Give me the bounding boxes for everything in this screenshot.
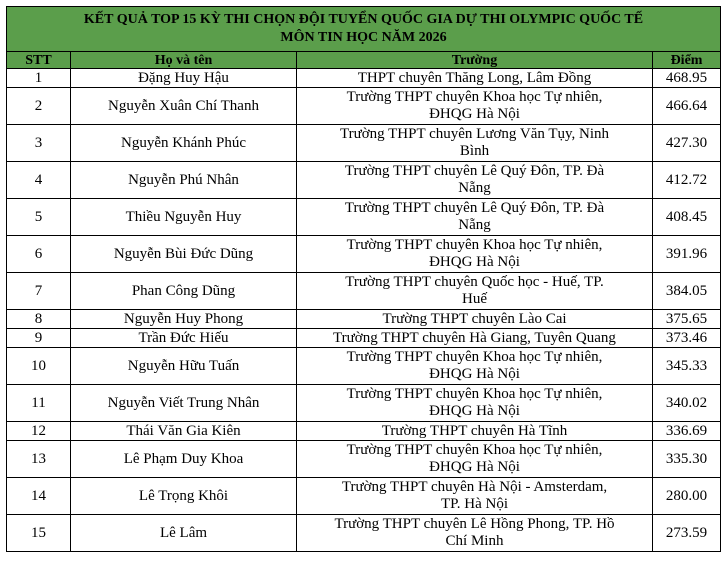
cell-stt: 7 [7,273,71,310]
school-line-1: Trường THPT chuyên Khoa học Tự nhiên, [346,386,603,402]
cell-school [297,273,653,310]
school-line-1: Trường THPT chuyên Khoa học Tự nhiên, [346,442,603,458]
school-line-2: ĐHQG Hà Nội [429,366,520,382]
results-table [6,6,721,552]
school-line-2: Huế [462,291,487,307]
school-line-1: Trường THPT chuyên Khoa học Tự nhiên, [346,89,603,105]
cell-school [297,69,653,88]
cell-stt: 1 [7,69,71,88]
cell-score: 280.00 [653,478,721,515]
cell-score: 335.30 [653,441,721,478]
cell-stt: 10 [7,348,71,385]
cell-score: 373.46 [653,329,721,348]
title-line-1: KẾT QUẢ TOP 15 KỲ THI CHỌN ĐỘI TUYỂN QUỐC GIA DỰ THI OLYMPIC QUỐC TẾ [83,12,644,27]
school-line-1: Trường THPT chuyên Lào Cai [382,310,567,327]
header-row [7,52,721,69]
cell-stt: 2 [7,88,71,125]
school-line-2: Nẵng [458,180,491,196]
table-body [7,69,721,552]
cell-score: 468.95 [653,69,721,88]
school-line-1: Trường THPT chuyên Lê Quý Đôn, TP. Đà [344,200,605,216]
cell-score: 336.69 [653,422,721,441]
cell-stt: 8 [7,310,71,329]
cell-name: Nguyễn Bùi Đức Dũng [71,236,297,273]
cell-name: Đặng Huy Hậu [71,69,297,88]
table-row [7,199,721,236]
cell-stt: 9 [7,329,71,348]
cell-name: Nguyễn Hữu Tuấn [71,348,297,385]
cell-school [297,422,653,441]
school-line-2: ĐHQG Hà Nội [429,459,520,475]
table-row [7,385,721,422]
school-line-1: Trường THPT chuyên Quốc học - Huế, TP. [345,274,604,290]
cell-stt: 14 [7,478,71,515]
cell-name: Nguyễn Viết Trung Nhân [71,385,297,422]
school-line-1: Trường THPT chuyên Hà Giang, Tuyên Quang [333,329,616,346]
cell-school [297,441,653,478]
table-row [7,162,721,199]
school-line-2: ĐHQG Hà Nội [429,106,520,122]
cell-score: 384.05 [653,273,721,310]
table-row [7,422,721,441]
cell-name: Thái Văn Gia Kiên [71,422,297,441]
cell-name: Phan Công Dũng [71,273,297,310]
cell-score: 427.30 [653,125,721,162]
school-line-2: TP. Hà Nội [440,496,509,512]
school-line-1: Trường THPT chuyên Lê Quý Đôn, TP. Đà [344,163,605,179]
cell-school [297,236,653,273]
cell-school [297,329,653,348]
school-line-1: Trường THPT chuyên Hà Tĩnh [381,422,568,439]
school-line-1: Trường THPT chuyên Lê Hồng Phong, TP. Hồ [334,516,615,532]
school-line-1: THPT chuyên Thăng Long, Lâm Đồng [357,69,592,86]
cell-score: 375.65 [653,310,721,329]
cell-stt: 15 [7,515,71,552]
school-line-2: Bình [459,143,490,159]
cell-school [297,515,653,552]
title-row [7,7,721,52]
school-line-2: ĐHQG Hà Nội [429,403,520,419]
table-row [7,515,721,552]
cell-stt: 6 [7,236,71,273]
cell-stt: 13 [7,441,71,478]
cell-score: 466.64 [653,88,721,125]
cell-score: 412.72 [653,162,721,199]
cell-stt: 5 [7,199,71,236]
cell-stt: 4 [7,162,71,199]
cell-name: Nguyễn Xuân Chí Thanh [71,88,297,125]
table-row [7,125,721,162]
cell-school [297,385,653,422]
cell-stt: 3 [7,125,71,162]
table-title [7,7,721,52]
title-line-2: MÔN TIN HỌC NĂM 2026 [280,30,447,45]
school-line-2: Chí Minh [445,533,504,549]
table-row [7,88,721,125]
cell-score: 345.33 [653,348,721,385]
cell-name: Thiều Nguyễn Huy [71,199,297,236]
results-table-container [6,6,720,552]
header-score: Điểm [653,52,721,69]
table-row [7,273,721,310]
cell-name: Trần Đức Hiếu [71,329,297,348]
table-row [7,329,721,348]
cell-school [297,310,653,329]
cell-school [297,348,653,385]
cell-name: Lê Lâm [71,515,297,552]
header-stt: STT [7,52,71,69]
school-line-1: Trường THPT chuyên Lương Văn Tụy, Ninh [339,126,610,142]
cell-stt: 11 [7,385,71,422]
cell-name: Lê Trọng Khôi [71,478,297,515]
table-row [7,310,721,329]
cell-school [297,162,653,199]
cell-name: Nguyễn Khánh Phúc [71,125,297,162]
school-line-2: ĐHQG Hà Nội [429,254,520,270]
table-row [7,441,721,478]
cell-stt: 12 [7,422,71,441]
cell-name: Lê Phạm Duy Khoa [71,441,297,478]
cell-school [297,199,653,236]
cell-score: 340.02 [653,385,721,422]
header-name: Họ và tên [71,52,297,69]
table-row [7,478,721,515]
school-line-1: Trường THPT chuyên Khoa học Tự nhiên, [346,349,603,365]
cell-school [297,478,653,515]
school-line-2: Nẵng [458,217,491,233]
cell-score: 391.96 [653,236,721,273]
school-line-1: Trường THPT chuyên Khoa học Tự nhiên, [346,237,603,253]
cell-name: Nguyễn Huy Phong [71,310,297,329]
cell-score: 273.59 [653,515,721,552]
table-row [7,348,721,385]
cell-school [297,88,653,125]
school-line-1: Trường THPT chuyên Hà Nội - Amsterdam, [341,479,608,495]
table-row [7,236,721,273]
cell-school [297,125,653,162]
cell-name: Nguyễn Phú Nhân [71,162,297,199]
table-row [7,69,721,88]
cell-score: 408.45 [653,199,721,236]
header-school: Trường [297,52,653,69]
